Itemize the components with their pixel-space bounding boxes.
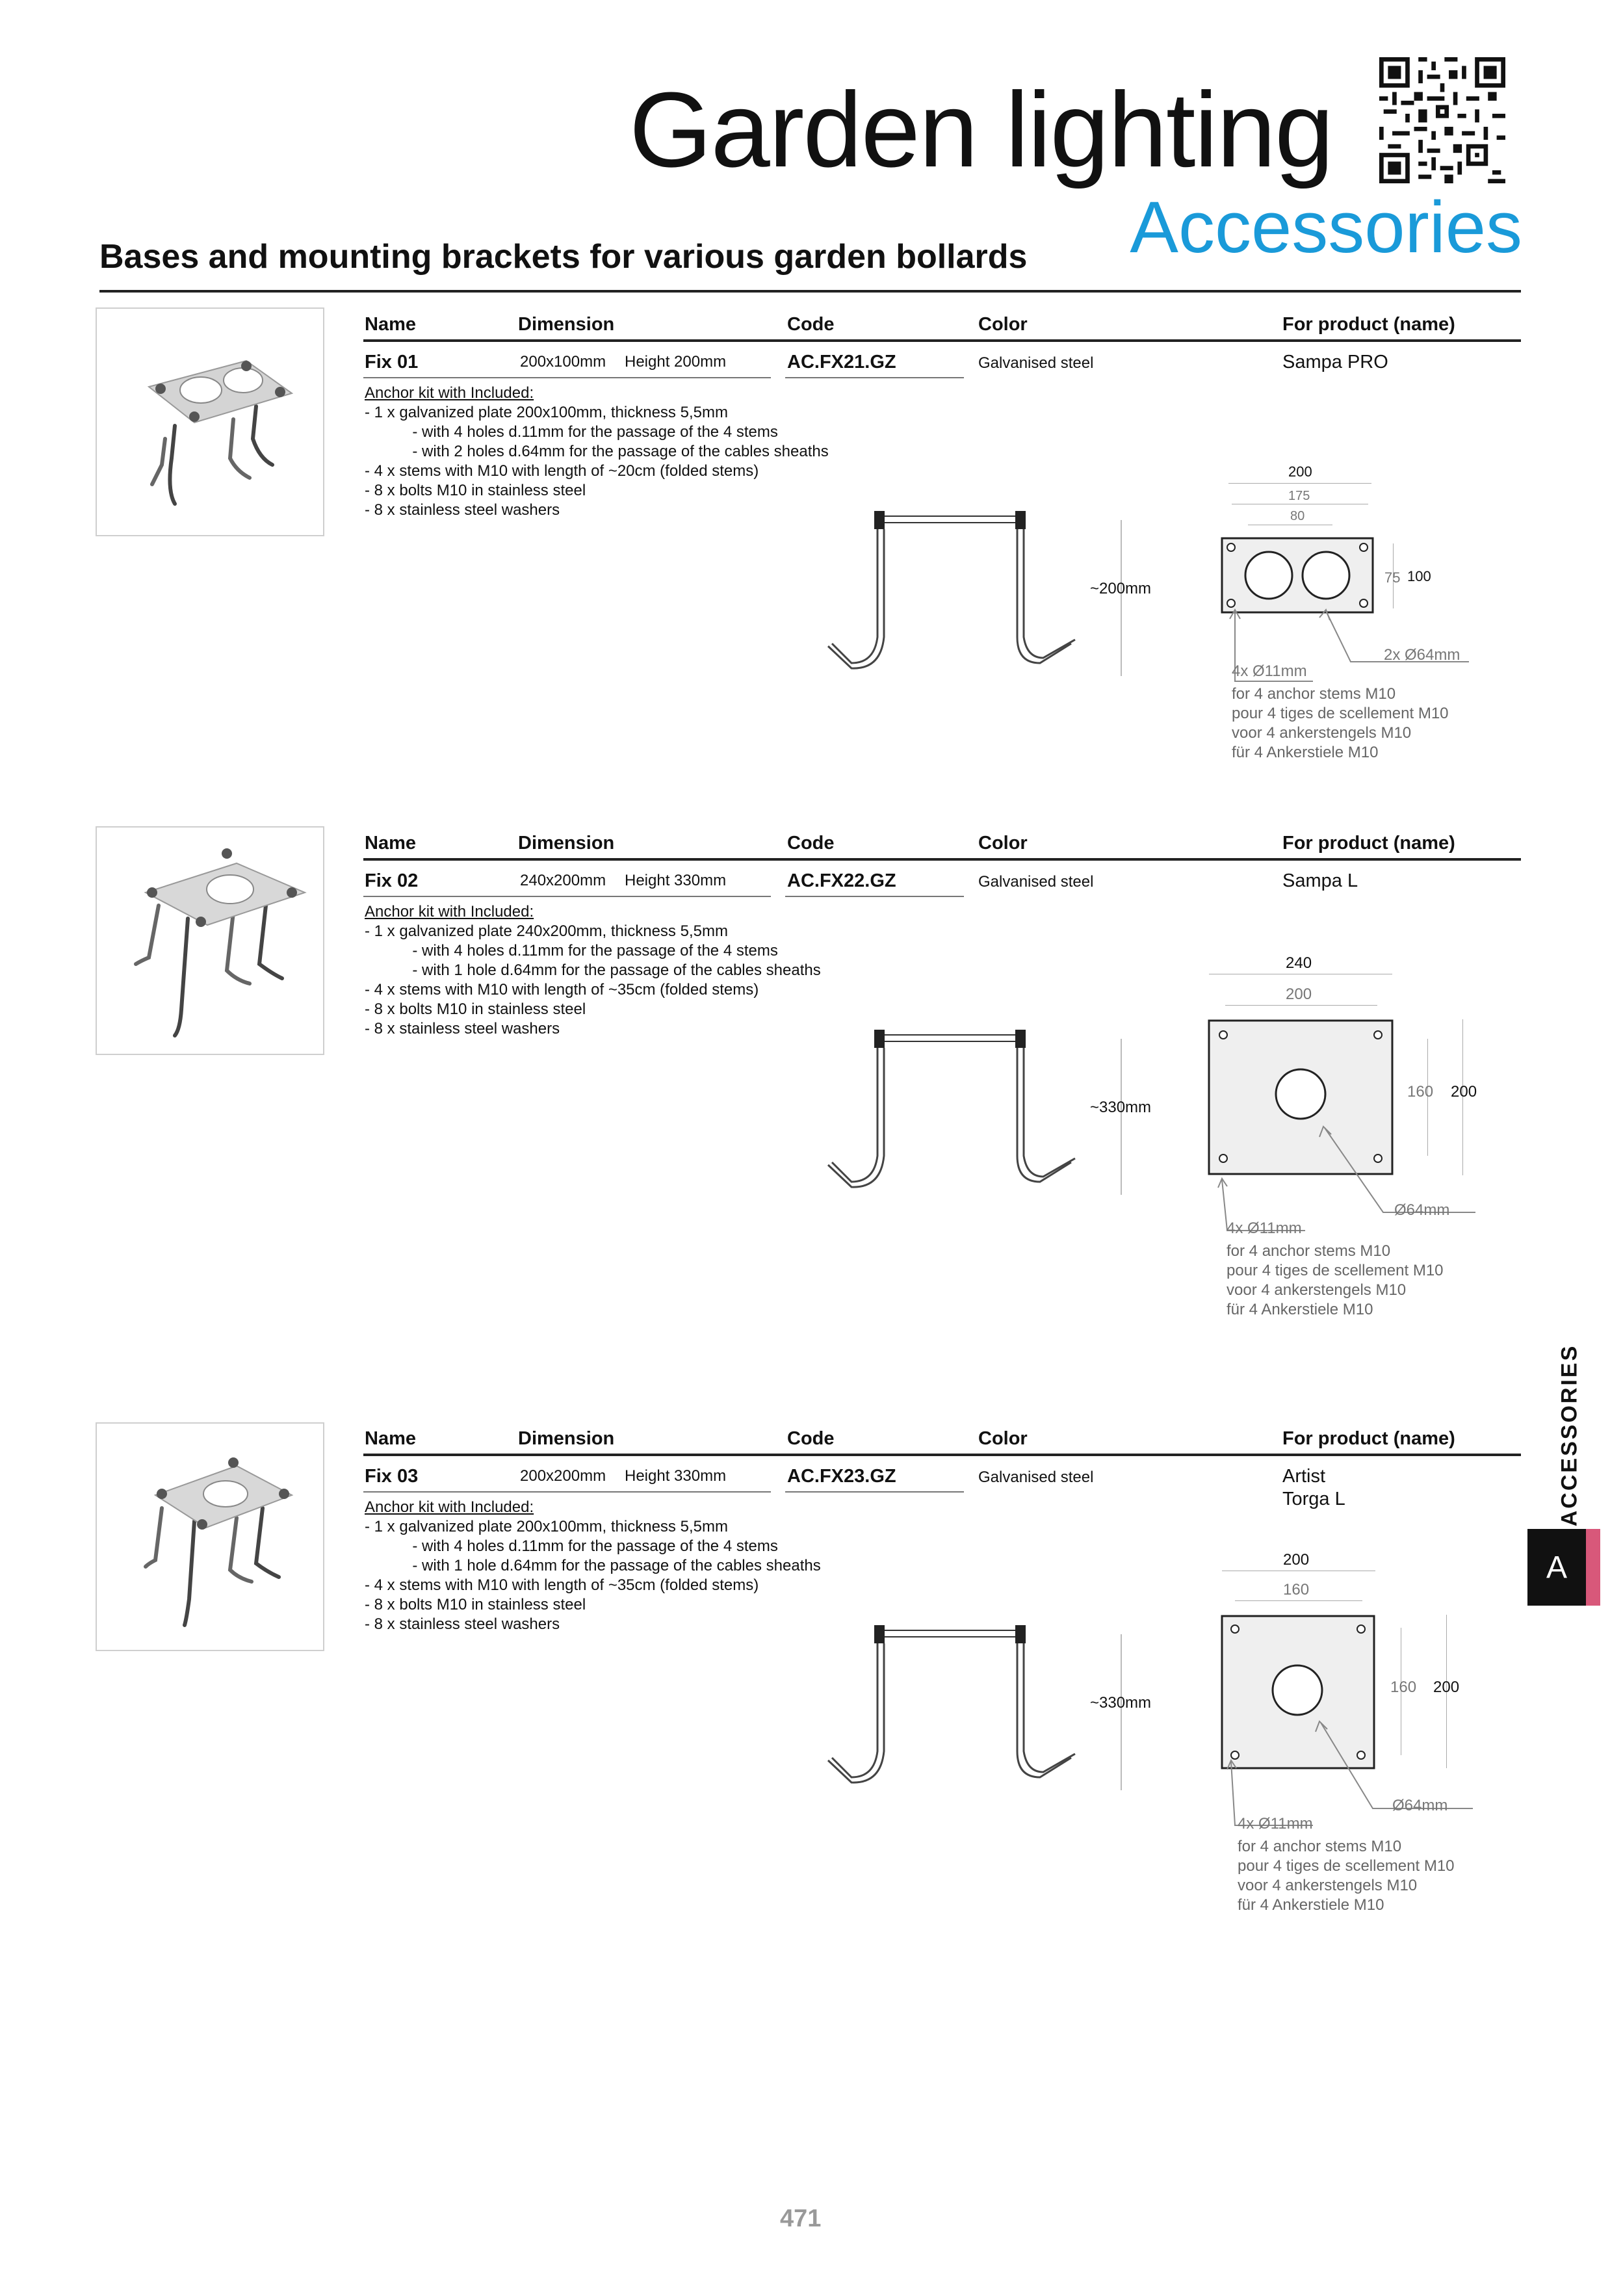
desc-title: Anchor kit with Included: [365, 384, 534, 402]
anchor-notes [1238, 1837, 1455, 1915]
product-name: Fix 02 [365, 870, 419, 891]
col-header-for-product: For product (name) [1282, 314, 1455, 335]
stem-height: ~330mm [1090, 1099, 1152, 1116]
product-photo-fix-02 [96, 826, 324, 1055]
dim-line [1235, 1600, 1362, 1601]
qr-code-icon[interactable] [1379, 57, 1505, 183]
desc-line: - 4 x stems with M10 with length of ~35cm (folded stems) [365, 1576, 759, 1594]
col-header-name: Name [365, 314, 416, 335]
plate-outer-height: 200 [1451, 1083, 1477, 1101]
product-dimension: 200x100mm [520, 353, 606, 371]
product-photo-fix-03 [96, 1422, 324, 1651]
section-letter-tab[interactable]: A [1527, 1529, 1586, 1606]
desc-line: - with 1 hole d.64mm for the passage of the cables sheaths [365, 1557, 821, 1574]
plate-outer-height: 100 [1407, 568, 1431, 584]
desc-line: - with 1 hole d.64mm for the passage of the cables sheaths [365, 961, 821, 979]
small-holes-label: 4x Ø11mm [1227, 1220, 1302, 1237]
plate-hole-width: 200 [1286, 985, 1312, 1003]
col-header-dimension: Dimension [518, 833, 615, 854]
col-header-dimension: Dimension [518, 314, 615, 335]
product-name: Fix 01 [365, 352, 419, 372]
col-header-color: Color [978, 833, 1028, 854]
col-header-for-product: For product (name) [1282, 833, 1455, 854]
big-holes-label: Ø64mm [1392, 1797, 1448, 1814]
stem-height: ~330mm [1090, 1694, 1152, 1712]
plate-hole-height: 160 [1390, 1678, 1417, 1696]
product-description [365, 384, 829, 520]
for-product: Sampa PRO [1282, 352, 1388, 372]
note-line: pour 4 tiges de scellement M10 [1227, 1262, 1444, 1279]
page-title: Garden lighting [629, 70, 1333, 189]
note-line: pour 4 tiges de scellement M10 [1232, 705, 1449, 722]
anchor-notes [1227, 1242, 1444, 1320]
product-color: Galvanised steel [978, 354, 1094, 372]
product-description [365, 1498, 821, 1634]
section-color-bar [1586, 1529, 1600, 1606]
desc-line: - with 2 holes d.64mm for the passage of the cables sheaths [365, 443, 829, 460]
product-height: Height 330mm [625, 872, 727, 889]
dim-line [1121, 1634, 1122, 1790]
for-product: Torga L [1282, 1489, 1345, 1509]
desc-title: Anchor kit with Included: [365, 903, 534, 920]
desc-line: - 8 x stainless steel washers [365, 501, 560, 519]
desc-line: - 1 x galvanized plate 200x100mm, thickness 5,5mm [365, 404, 728, 421]
desc-title: Anchor kit with Included: [365, 1498, 534, 1516]
page-subtitle: Accessories [1130, 187, 1522, 268]
side-tab-accessories[interactable] [1547, 1344, 1592, 1526]
product-height: Height 330mm [625, 1467, 727, 1485]
col-header-code: Code [787, 314, 835, 335]
row-underline [363, 896, 771, 897]
product-code: AC.FX22.GZ [787, 870, 896, 891]
product-name: Fix 03 [365, 1466, 419, 1487]
row-underline [363, 1491, 771, 1493]
desc-line: - with 4 holes d.11mm for the passage of the 4 stems [365, 1537, 778, 1555]
note-line: pour 4 tiges de scellement M10 [1238, 1857, 1455, 1875]
desc-line: - with 4 holes d.11mm for the passage of the 4 stems [365, 942, 778, 959]
plate-hole-height: 160 [1407, 1083, 1434, 1101]
dim-line [1225, 1005, 1377, 1006]
col-header-name: Name [365, 1428, 416, 1449]
note-line: voor 4 ankerstengels M10 [1232, 724, 1412, 742]
dim-line [1228, 483, 1371, 484]
product-code: AC.FX21.GZ [787, 352, 896, 372]
note-line: for 4 anchor stems M10 [1232, 685, 1396, 703]
for-product: Artist [1282, 1466, 1326, 1487]
col-header-dimension: Dimension [518, 1428, 615, 1449]
col-header-code: Code [787, 833, 835, 854]
desc-line: - 8 x bolts M10 in stainless steel [365, 1000, 586, 1018]
note-line: voor 4 ankerstengels M10 [1227, 1281, 1407, 1299]
plate-hole-width: 160 [1283, 1581, 1310, 1598]
dim-line [1121, 1039, 1122, 1195]
row-underline [785, 1491, 964, 1493]
product-photo-fix-01 [96, 307, 324, 536]
desc-line: - 4 x stems with M10 with length of ~35cm (folded stems) [365, 981, 759, 998]
section-heading: Bases and mounting brackets for various garden bollards [99, 238, 1028, 276]
row-underline [785, 896, 964, 897]
note-line: for 4 anchor stems M10 [1227, 1242, 1391, 1260]
side-view-drawing [819, 1621, 1079, 1790]
header-rule [99, 290, 1521, 293]
product-color: Galvanised steel [978, 1468, 1094, 1486]
desc-line: - 8 x stainless steel washers [365, 1020, 560, 1037]
note-line: für 4 Ankerstiele M10 [1232, 744, 1379, 761]
product-dimension: 240x200mm [520, 872, 606, 889]
note-line: voor 4 ankerstengels M10 [1238, 1877, 1418, 1894]
dim-line [1121, 520, 1122, 676]
desc-line: - with 4 holes d.11mm for the passage of the 4 stems [365, 423, 778, 441]
note-line: für 4 Ankerstiele M10 [1238, 1896, 1384, 1914]
anchor-notes [1232, 685, 1449, 763]
row-underline [363, 377, 771, 378]
big-holes-label: 2x Ø64mm [1384, 646, 1461, 664]
desc-line: - 1 x galvanized plate 240x200mm, thickness 5,5mm [365, 922, 728, 940]
stem-height: ~200mm [1090, 580, 1152, 597]
page-number: 471 [780, 2205, 822, 2232]
plate-center-width: 80 [1290, 509, 1305, 523]
desc-line: - 4 x stems with M10 with length of ~20cm (folded stems) [365, 462, 759, 480]
col-header-name: Name [365, 833, 416, 854]
desc-line: - 8 x bolts M10 in stainless steel [365, 482, 586, 499]
col-header-color: Color [978, 314, 1028, 335]
plate-outer-height: 200 [1433, 1678, 1460, 1696]
plate-outer-width: 200 [1283, 1551, 1310, 1569]
plate-outer-width: 200 [1288, 463, 1312, 480]
row-underline [785, 377, 964, 378]
side-view-drawing [819, 507, 1079, 676]
table-header-rule [363, 858, 1521, 861]
desc-line: - 1 x galvanized plate 200x100mm, thickness 5,5mm [365, 1518, 728, 1535]
plate-hole-height: 75 [1384, 569, 1401, 586]
desc-line: - 8 x bolts M10 in stainless steel [365, 1596, 586, 1613]
product-description [365, 902, 821, 1039]
note-line: for 4 anchor stems M10 [1238, 1838, 1402, 1855]
product-height: Height 200mm [625, 353, 727, 371]
side-tab-label: ACCESSORIES [1557, 1344, 1582, 1527]
product-dimension: 200x200mm [520, 1467, 606, 1485]
col-header-code: Code [787, 1428, 835, 1449]
big-holes-label: Ø64mm [1394, 1201, 1450, 1219]
side-view-drawing [819, 1026, 1079, 1195]
product-color: Galvanised steel [978, 873, 1094, 891]
col-header-for-product: For product (name) [1282, 1428, 1455, 1449]
note-line: für 4 Ankerstiele M10 [1227, 1301, 1373, 1318]
table-header-rule [363, 1454, 1521, 1456]
table-header-rule [363, 339, 1521, 342]
plate-outer-width: 240 [1286, 954, 1312, 972]
small-holes-label: 4x Ø11mm [1238, 1815, 1313, 1833]
product-code: AC.FX23.GZ [787, 1466, 896, 1487]
for-product: Sampa L [1282, 870, 1358, 891]
small-holes-label: 4x Ø11mm [1232, 662, 1307, 680]
desc-line: - 8 x stainless steel washers [365, 1615, 560, 1633]
plate-hole-width: 175 [1288, 489, 1310, 503]
col-header-color: Color [978, 1428, 1028, 1449]
